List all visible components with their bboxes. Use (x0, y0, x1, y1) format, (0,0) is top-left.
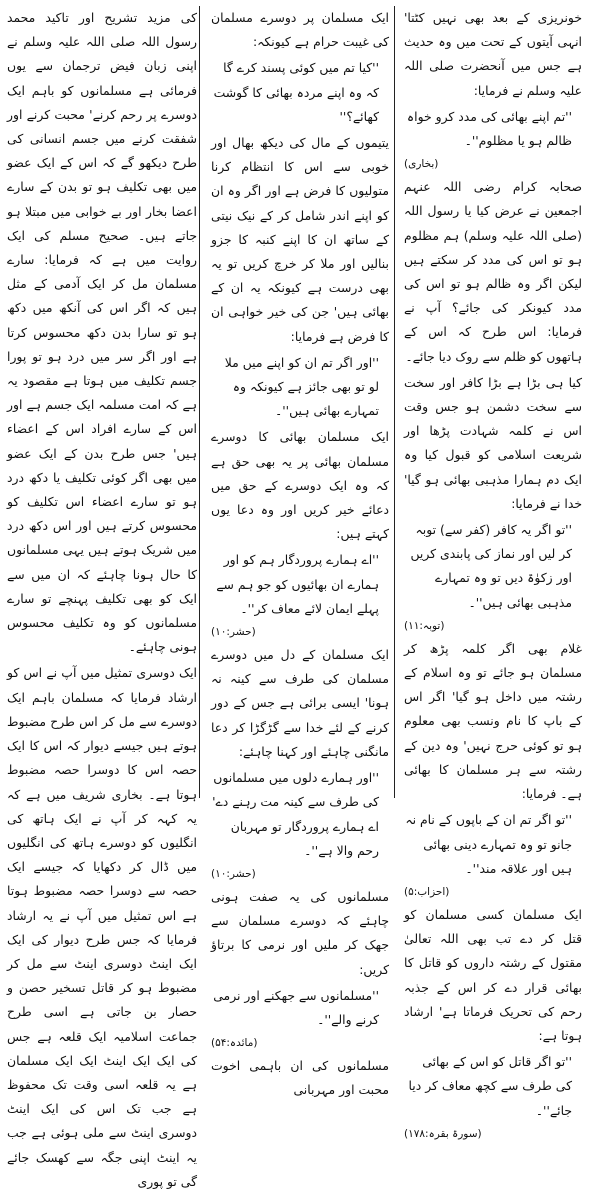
verse-citation: (بخاری) (404, 158, 439, 171)
column-divider (199, 6, 200, 798)
paragraph: یتیموں کے مال کی دیکھ بھال اور خوبی سے اس کا انتظام کرنا متولیوں کا فرض ہے اور اگر وہ ان کو اپنے اندر شامل کر کے نیک نیتی کے ساتھ ان کا اپنے کنبہ کا جزو بنالیں اور ملا کر خرچ کریں تو یہ بھی درست ہے کیونکہ یہ ان کے بھائی ہیں' جن کی خیر خواہی ان کا فرض ہے فرمایا: (211, 135, 389, 344)
paragraph: صحابہ کرام رضی اللہ عنہم اجمعین نے عرض کیا یا رسول اللہ (صلی اللہ علیہ وسلم) ہم مظلوم ہو تو اس کی مدد کر سکتے ہیں لیکن اگر وہ ظالم ہو تو اس کی مدد کیونکر کی جائے؟ آپ نے فرمایا: اس طرح کہ اس کے ہاتھوں کو ظلم سے روک دیا جائے۔ (404, 179, 582, 364)
verse-citation: (حشر:۱۰) (211, 867, 256, 880)
text-column-right (404, 6, 582, 1140)
quoted-verse: ''اور اگر تم ان کو اپنے میں ملا لو تو بھی جائز ہے کیونکہ وہ تمہارے بھائی ہیں''۔ (224, 354, 379, 419)
paragraph: ایک مسلمان کسی مسلمان کو قتل کر دے تب بھی اللہ تعالیٰ مقتول کے رشتہ داروں کو قاتل کا بھائی قرار دے کر اس کے جذبہ رحم کی تحریک فرماتا ہے' ارشاد ہوتا ہے: (404, 906, 582, 1043)
quoted-verse: ''تم اپنے بھائی کی مدد کرو خواہ ظالم ہو یا مظلوم''۔ (406, 108, 572, 149)
paragraph: ایک مسلمان کے دل میں دوسرے مسلمان کی طرف سے کینہ نہ ہونا' ایسی برائی ہے جس کے دور کرنے کے لئے خدا سے گڑگڑا کر دعا مانگنی چاہئے اور کہنا چاہئے: (211, 647, 389, 759)
column-divider (394, 6, 395, 798)
verse-citation: (توبہ:۱۱) (404, 619, 445, 632)
quoted-verse: ''تو اگر یہ کافر (کفر سے) توبہ کر لیں اور نماز کی پابندی کریں اور زکوٰۃ دیں تو وہ تمہارے مذہبی بھائی ہیں''۔ (410, 522, 572, 610)
verse-citation: (حشر:۱۰) (211, 626, 256, 639)
quoted-verse: ''اور ہمارے دلوں میں مسلمانوں کی طرف سے کینہ مت رہنے دے' اے ہمارے پروردگار تو مہربان رحم والا ہے''۔ (212, 770, 379, 858)
quoted-verse: ''تو اگر قاتل کو اس کے بھائی کی طرف سے کچھ معاف کر دیا جائے''۔ (408, 1054, 572, 1118)
paragraph: مسلمانوں کی ان باہمی اخوت محبت اور مہربانی (211, 1058, 389, 1098)
paragraph: خونریزی کے بعد بھی نہیں کٹتا' انہی آیتوں کے تحت میں وہ حدیث ہے جس میں آنحضرت صلی اللہ علیہ وسلم نے فرمایا: (404, 10, 582, 98)
paragraph: کی مزید تشریح اور تاکید محمد رسول اللہ صلی اللہ علیہ وسلم نے اپنی زبان فیض ترجمان سے یوں فرمائی ہے مسلمانوں کو باہم ایک دوسرے پر رحم کرنے' محبت کرنے اور شفقت کرنے میں جسم انسانی کی طرح دیکھو گے کہ اس کے ایک عضو میں بھی تکلیف ہو تو بدن کے سارے اعضا بخار اور بے خوابی میں مبتلا ہو جاتے ہیں۔ صحیح مسلم کی ایک روایت میں ہے کہ فرمایا: سارے مسلمان مل کر ایک آدمی کے مثل ہیں کہ اگر اس کی آنکھ میں دکھ ہو تو سارا بدن دکھ محسوس کرتا ہے اور اگر سر میں درد ہو تو پورا جسم تکلیف میں ہوتا ہے مقصود یہ ہے کہ امت مسلمہ ایک جسم ہے اور اس کے سارے افراد اس کے اعضاء ہیں' جس طرح بدن کے ایک عضو میں بھی اگر کوئی تکلیف یا دکھ درد ہو تو سارے اعضاء اس تکلیف کو محسوس کرتے ہیں اور اس دکھ درد میں شریک ہوتے ہیں یہی مسلمانوں کا حال ہونا چاہئے کہ ان میں سے ایک کو بھی تکلیف پہنچے تو سارے مسلمانوں کو وہ تکلیف محسوس ہونی چاہئے۔ (7, 10, 197, 655)
quoted-verse: ''کیا تم میں کوئی پسند کرے گا کہ وہ اپنے مردہ بھائی کا گوشت کھائے؟'' (213, 60, 379, 124)
text-column-middle (211, 6, 389, 1098)
verse-citation: (سورۃ بقرہ:۱۷۸) (404, 1127, 482, 1140)
quoted-verse: ''اے ہمارے پروردگار ہم کو اور ہمارے ان بھائیوں کو جو ہم سے پہلے ایمان لائے معاف کر''۔ (216, 552, 379, 616)
quoted-verse: ''مسلمانوں سے جھکنے اور نرمی کرنے والے''۔ (213, 987, 379, 1027)
paragraph: کیا ہی بڑا ہے بڑا کافر اور سخت سے سخت دشمن ہو جس وقت اس نے کلمہ شہادت پڑھا اور شریعت اسلامی کو قبول کیا وہ ایک دم ہمارا مذہبی بھائی ہو گیا' خدا نے فرمایا: (404, 374, 582, 511)
paragraph: ایک دوسری تمثیل میں آپ نے اس کو ارشاد فرمایا کہ مسلمان باہم ایک دوسرے سے مل کر اس طرح مضبوط ہوتے ہیں جیسے دیوار کہ اس کا ایک حصہ اس کا دوسرا حصہ مضبوط ہوتا ہے۔ بخاری شریف میں ہے کہ یہ کہہ کر آپ نے ایک ہاتھ کی انگلیوں کو دوسرے ہاتھ کی انگلیوں میں ڈال کر دکھایا کہ جیسے ایک حصہ سے دوسرا حصہ مضبوط ہوتا ہے اس تمثیل میں آپ نے یہ ارشاد فرمایا کہ جس طرح دیوار کی ایک ایک اینٹ دوسری اینٹ سے مل کر مضبوط ہو کر قاتل تسخیر حصن و حصار بن جاتی ہے اسی طرح جماعت اسلامیہ ایک قلعہ ہے جس کی ایک ایک اینٹ ایک ایک مسلمان ہے یہ قلعہ اسی وقت تک محفوظ ہے جب تک اس کی ایک اینٹ دوسری اینٹ سے ملی ہوئی ہے جب یہ اینٹ اپنی جگہ سے کھسک جائے گی تو پوری (7, 665, 197, 1189)
paragraph: غلام بھی اگر کلمہ پڑھ کر مسلمان ہو جائے تو وہ اسلام کے رشتہ میں داخل ہو گیا' اگر اس کے باپ کا نام ونسب بھی معلوم ہو تو کوئی حرج نہیں' وہ دین کے رشتہ سے ہر مسلمان کا بھائی ہے۔ فرمایا: (404, 640, 582, 802)
paragraph: مسلمانوں کی یہ صفت ہونی چاہئے کہ دوسرے مسلمان سے جھک کر ملیں اور نرمی کا برتاؤ کریں: (211, 888, 389, 977)
paragraph: ایک مسلمان بھائی کا دوسرے مسلمان بھائی پر یہ بھی حق ہے کہ وہ ایک دوسرے کے حق میں دعائے خیر کریں اور وہ دعا یوں کہتے ہیں: (211, 429, 389, 542)
quoted-verse: ''تو اگر تم ان کے باپوں کے نام نہ جانو تو وہ تمہارے دینی بھائی ہیں اور علاقہ مند''۔ (405, 812, 572, 876)
paragraph: ایک مسلمان پر دوسرے مسلمان کی غیبت حرام ہے کیونکہ: (211, 10, 389, 50)
text-column-left (7, 6, 197, 1189)
verse-citation: (مائدہ:۵۴) (211, 1037, 258, 1050)
verse-citation: (احزاب:۵) (404, 885, 450, 898)
